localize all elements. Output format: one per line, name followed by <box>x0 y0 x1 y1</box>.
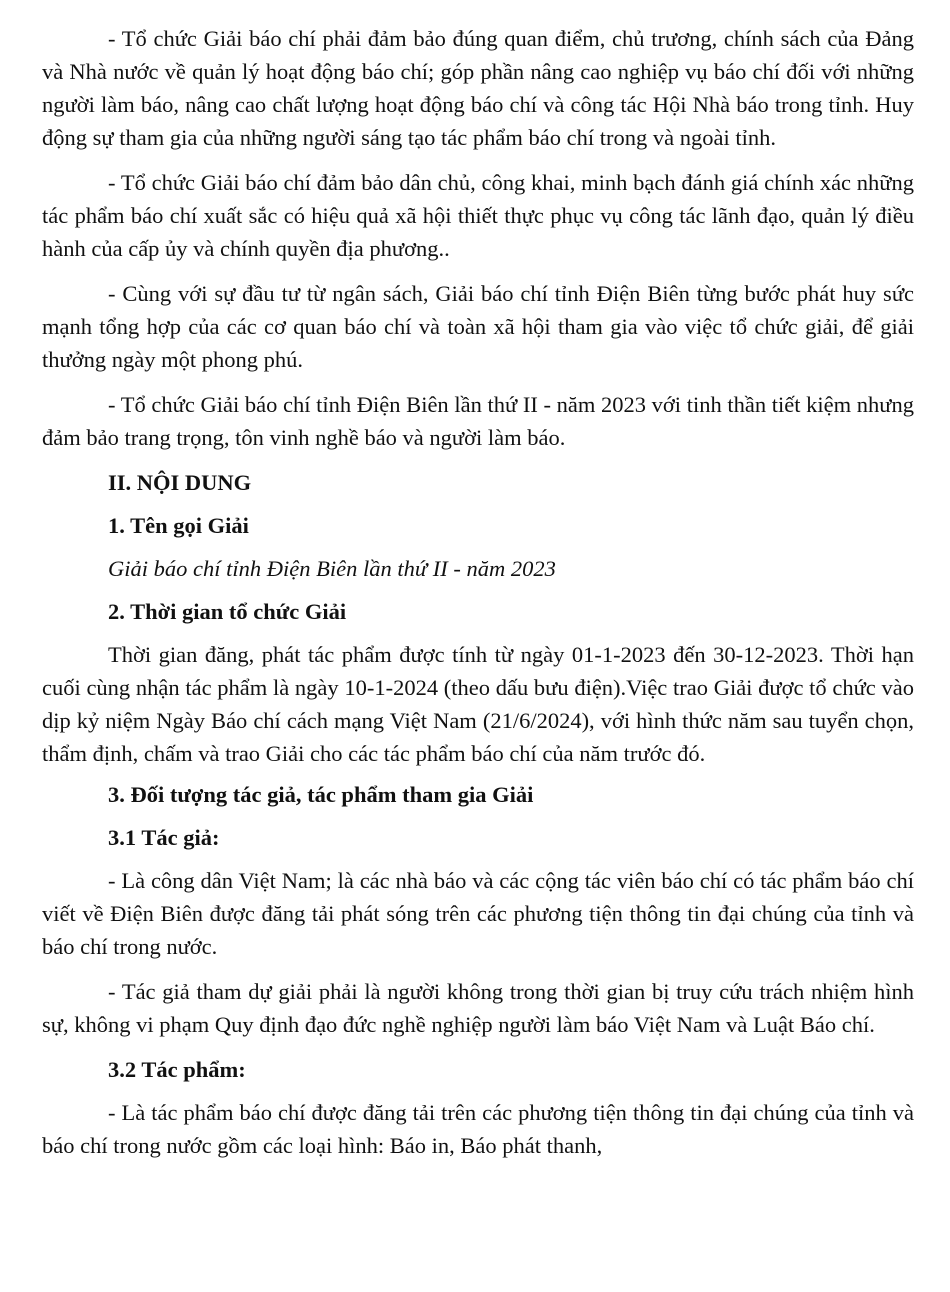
heading-authors: 3.1 Tác giả: <box>108 825 220 850</box>
paragraph-principle-3: - Cùng với sự đầu tư từ ngân sách, Giải báo chí tỉnh Điện Biên từng bước phát huy sức mạnh tổng hợp của các cơ quan báo chí và toàn xã hội tham gia vào việc tổ chức giải, để giải thưởng ngày một phong phú. <box>42 281 914 372</box>
paragraph-author-1: - Là công dân Việt Nam; là các nhà báo và các cộng tác viên báo chí có tác phẩm báo chí viết về Điện Biên được đăng tải phát sóng trên các phương tiện thông tin đại chúng của tỉnh và báo chí trong nước. <box>42 868 914 959</box>
heading-participants: 3. Đối tượng tác giả, tác phẩm tham gia Giải <box>108 782 534 807</box>
paragraph-principle-1: - Tổ chức Giải báo chí phải đảm bảo đúng quan điểm, chủ trương, chính sách của Đảng và Nhà nước về quản lý hoạt động báo chí; góp phần nâng cao nghiệp vụ báo chí đối với những người làm báo, nâng cao chất lượng hoạt động báo chí và công tác Hội Nhà báo trong tỉnh. Huy động sự tham gia của những người sáng tạo tác phẩm báo chí trong và ngoài tỉnh. <box>42 26 914 150</box>
heading-works: 3.2 Tác phẩm: <box>108 1057 246 1082</box>
paragraph-works: - Là tác phẩm báo chí được đăng tải trên các phương tiện thông tin đại chúng của tỉnh và báo chí trong nước gồm các loại hình: Báo in, Báo phát thanh, <box>42 1100 914 1158</box>
document-page <box>42 22 914 1174</box>
paragraph-principle-2: - Tổ chức Giải báo chí đảm bảo dân chủ, công khai, minh bạch đánh giá chính xác những tác phẩm báo chí xuất sắc có hiệu quả xã hội thiết thực phục vụ công tác lãnh đạo, quản lý điều hành của cấp ủy và chính quyền địa phương.. <box>42 170 914 261</box>
paragraph-principle-4: - Tổ chức Giải báo chí tỉnh Điện Biên lần thứ II - năm 2023 với tinh thần tiết kiệm nhưng đảm bảo trang trọng, tôn vinh nghề báo và người làm báo. <box>42 392 914 450</box>
paragraph-time: Thời gian đăng, phát tác phẩm được tính từ ngày 01-1-2023 đến 30-12-2023. Thời hạn cuối cùng nhận tác phẩm là ngày 10-1-2024 (theo dấu bưu điện).Việc trao Giải được tổ chức vào dịp kỷ niệm Ngày Báo chí cách mạng Việt Nam (21/6/2024), với hình thức năm sau tuyển chọn, thẩm định, chấm và trao Giải cho các tác phẩm báo chí của năm trước đó. <box>42 642 914 766</box>
section-title: II. NỘI DUNG <box>108 470 252 495</box>
paragraph-author-2: - Tác giả tham dự giải phải là người không trong thời gian bị truy cứu trách nhiệm hình sự, không vi phạm Quy định đạo đức nghề nghiệp người làm báo Việt Nam và Luật Báo chí. <box>42 979 914 1037</box>
heading-time: 2. Thời gian tổ chức Giải <box>108 599 347 624</box>
award-name: Giải báo chí tỉnh Điện Biên lần thứ II - năm 2023 <box>108 556 556 581</box>
heading-award-name: 1. Tên gọi Giải <box>108 513 249 538</box>
